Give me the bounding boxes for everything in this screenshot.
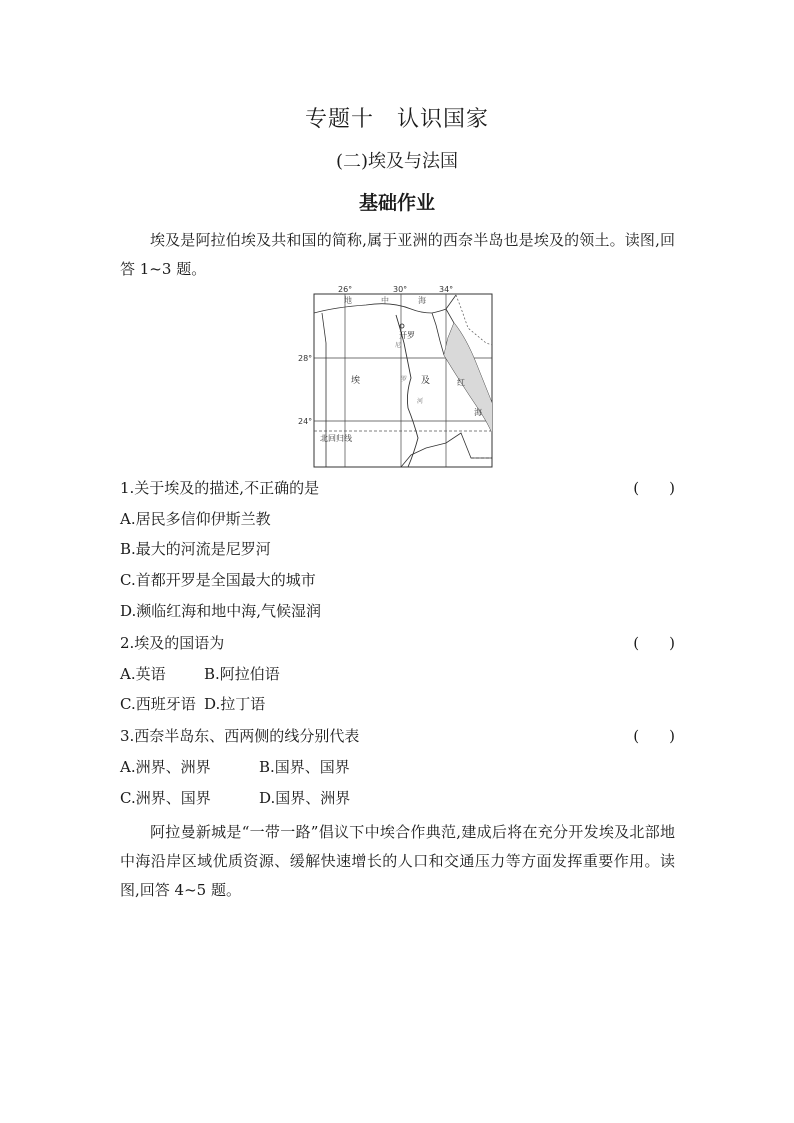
sea-label-1: 地	[344, 296, 352, 305]
sea-label-3: 海	[418, 296, 426, 305]
question-1-option-b: B.最大的河流是尼罗河	[120, 540, 271, 558]
cairo-label: 开罗	[399, 331, 415, 340]
sea-label-2: 中	[381, 296, 389, 305]
page-title: 专题十 认识国家	[304, 107, 489, 132]
country-label-2: 及	[421, 376, 431, 386]
question-3-options-row-2	[120, 788, 350, 808]
western-border	[322, 313, 326, 467]
question-2-options-row-1	[120, 664, 280, 684]
lat-label-28: 28°	[298, 354, 313, 363]
suez-gulf-west	[432, 313, 444, 355]
question-1-answer-blank[interactable]: ( )	[633, 479, 675, 497]
question-2-option-b: B.阿拉伯语	[204, 665, 280, 683]
intro-paragraph-2: 阿拉曼新城是“一带一路”倡议下中埃合作典范,建成后将在充分开发埃及北部地中海沿岸区域优质资源、缓解快速增长的人口和交通压力等方面发挥重要作用。读图,回答 4~5 题。	[120, 823, 675, 899]
river-label-1: 尼	[395, 342, 402, 349]
question-3-option-a: A.洲界、洲界	[120, 758, 211, 776]
lat-label-24: 24°	[298, 417, 313, 426]
cairo-marker	[400, 324, 404, 328]
question-3-options-row-1	[120, 757, 350, 777]
question-2-option-d: D.拉丁语	[204, 695, 266, 713]
river-label-3: 河	[417, 398, 424, 405]
question-2-option-c: C.西班牙语	[120, 695, 196, 713]
question-2	[120, 633, 675, 653]
question-3-answer-blank[interactable]: ( )	[633, 727, 675, 745]
page-subtitle: (二)埃及与法国	[335, 151, 459, 172]
question-2-options-row-2	[120, 694, 265, 714]
question-1	[120, 478, 675, 498]
lon-label-26: 26°	[338, 285, 353, 294]
red-sea-fill	[444, 323, 492, 433]
question-3-option-d: D.国界、洲界	[259, 789, 351, 807]
question-2-stem: 2.埃及的国语为	[120, 634, 225, 652]
lon-label-30: 30°	[393, 285, 408, 294]
lon-label-34: 34°	[439, 285, 454, 294]
question-3-option-b: B.国界、国界	[259, 758, 350, 776]
country-label-1: 埃	[351, 376, 361, 386]
egypt-map	[296, 283, 496, 469]
river-label-2: 罗	[401, 376, 408, 383]
question-1-option-a: A.居民多信仰伊斯兰教	[120, 510, 271, 528]
question-3-option-c: C.洲界、国界	[120, 789, 211, 807]
section-heading: 基础作业	[358, 192, 435, 214]
intro-paragraph-1: 埃及是阿拉伯埃及共和国的简称,属于亚洲的西奈半岛也是埃及的领土。读图,回答 1~3 题。	[120, 231, 675, 278]
question-1-stem: 1.关于埃及的描述,不正确的是	[120, 479, 320, 497]
tropic-label: 北回归线	[320, 434, 352, 443]
question-2-option-a: A.英语	[120, 665, 166, 683]
question-3-stem: 3.西奈半岛东、西两侧的线分别代表	[120, 727, 360, 745]
question-3	[120, 726, 675, 746]
question-1-option-d: D.濒临红海和地中海,气候湿润	[120, 602, 322, 620]
question-2-answer-blank[interactable]: ( )	[633, 634, 675, 652]
red-sea-label-2: 海	[474, 408, 482, 417]
red-sea-label-1: 红	[457, 378, 465, 387]
question-1-option-c: C.首都开罗是全国最大的城市	[120, 571, 316, 589]
